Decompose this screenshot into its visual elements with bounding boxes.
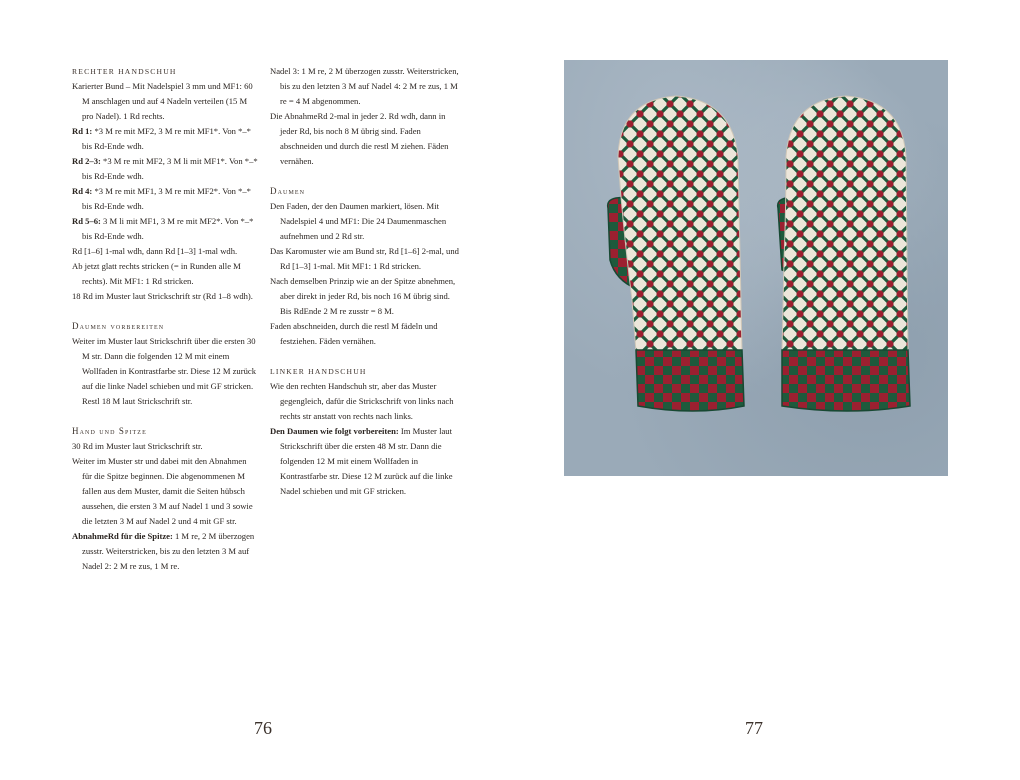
- heading-left-mitten: LINKER HANDSCHUH: [270, 367, 367, 376]
- right-mitten: [778, 96, 910, 411]
- left-thumb-text: Im Muster laut Strickschrift über die ersten 48 M str. Dann die folgenden 12 M mit einem Wollfaden in Kontrastfarbe str. Diese 12 M zurück auf die linke Nadel schieben und mit GF stricken.: [280, 426, 453, 496]
- paragraph-round-4: [72, 184, 258, 214]
- paragraph-stockinette: Ab jetzt glatt rechts stricken (= in Runden alle M rechts). Mit MF1: 1 Rd stricken.: [72, 261, 241, 286]
- paragraph-thumb-3: Nach demselben Prinzip wie an der Spitze abnehmen, aber direkt in jeder Rd, bis noch 16 M übrig sind. Bis RdEnde 2 M re zusstr = 8 M.: [270, 276, 456, 316]
- paragraph-decrease-round: [72, 529, 258, 574]
- paragraph-round-5: [72, 214, 258, 244]
- left-thumb-label: Den Daumen wie folgt vorbereiten:: [270, 426, 399, 436]
- paragraph-thumb-4: Faden abschneiden, durch die restl M fädeln und festziehen. Fäden vernähen.: [270, 321, 438, 346]
- heading-right-mitten: RECHTER HANDSCHUH: [72, 67, 177, 76]
- paragraph-left-mitten: Wie den rechten Handschuh str, aber das Muster gegengleich, dafür die Strickschrift von links nach rechts str anstatt von rechts nach links.: [270, 381, 454, 421]
- heading-hand-tip: Hand und Spitze: [72, 426, 147, 436]
- round-4-label: Rd 4:: [72, 186, 93, 196]
- round-2-text: *3 M re mit MF2, 3 M li mit MF1*. Von *–* bis Rd-Ende wdh.: [82, 156, 258, 181]
- left-mitten: [608, 96, 744, 411]
- mittens-photo: [564, 60, 948, 476]
- paragraph-repeat-decrease: Die AbnahmeRd 2-mal in jeder 2. Rd wdh, dann in jeder Rd, bis noch 8 M übrig sind. Faden abschneiden und durch die restl M ziehen. Fäden vernähen.: [270, 111, 449, 166]
- text-column-left: [72, 64, 258, 574]
- paragraph-30-rounds: 30 Rd im Muster laut Strickschrift str.: [72, 441, 203, 451]
- round-5-text: 3 M li mit MF1, 3 M re mit MF2*. Von *–* bis Rd-Ende wdh.: [82, 216, 254, 241]
- decrease-round-text: 1 M re, 2 M überzogen zusstr. Weiterstricken, bis zu den letzten 3 M auf Nadel 2: 2 M re zus, 1 M re.: [82, 531, 255, 571]
- paragraph-round-2: [72, 154, 258, 184]
- text-column-right: [270, 64, 460, 499]
- round-5-label: Rd 5–6:: [72, 216, 101, 226]
- heading-thumb: Daumen: [270, 186, 306, 196]
- spacer: [72, 409, 258, 424]
- paragraph-needle-3: Nadel 3: 1 M re, 2 M überzogen zusstr. Weiterstricken, bis zu den letzten 3 M auf Nadel 4: 2 M re zus, 1 M re = 4 M abgenommen.: [270, 66, 459, 106]
- round-1-text: *3 M re mit MF2, 3 M re mit MF1*. Von *–* bis Rd-Ende wdh.: [82, 126, 251, 151]
- paragraph-decreases: Weiter im Muster str und dabei mit den Abnahmen für die Spitze beginnen. Die abgenommenen M fallen aus dem Muster, damit die Seiten hübsch aussehen, die ersten 3 M auf Nadel 1 und 3 sowie die letzten 3 M auf Nadel 2 und 4 mit GF str.: [72, 456, 253, 526]
- round-4-text: *3 M re mit MF1, 3 M re mit MF2*. Von *–* bis Rd-Ende wdh.: [82, 186, 251, 211]
- paragraph-prepare-thumb: Weiter im Muster laut Strickschrift über die ersten 30 M str. Dann die folgenden 12 M mit einem Wollfaden in Kontrastfarbe str. Diese 12 M zurück auf die linke Nadel schieben und mit GF stricken. Restl 18 M laut Strickschrift str.: [72, 336, 256, 406]
- paragraph-cuff: Karierter Bund – Mit Nadelspiel 3 mm und MF1: 60 M anschlagen und auf 4 Nadeln verteilen (15 M pro Nadel). 1 Rd rechts.: [72, 81, 253, 121]
- paragraph-round-1: [72, 124, 258, 154]
- paragraph-thumb-1: Den Faden, der den Daumen markiert, lösen. Mit Nadelspiel 4 und MF1: Die 24 Daumenmaschen aufnehmen und 2 Rd str.: [270, 201, 447, 241]
- spacer: [270, 169, 460, 184]
- paragraph-left-thumb: [270, 424, 460, 499]
- page-number-right: 77: [745, 718, 763, 738]
- spacer: [270, 349, 460, 364]
- paragraph-18-rounds: 18 Rd im Muster laut Strickschrift str (Rd 1–8 wdh).: [72, 291, 253, 301]
- round-1-label: Rd 1:: [72, 126, 93, 136]
- heading-prepare-thumb: Daumen vorbereiten: [72, 321, 165, 331]
- round-2-label: Rd 2–3:: [72, 156, 101, 166]
- page-number-left: 76: [254, 718, 272, 738]
- paragraph-repeat: Rd [1–6] 1-mal wdh, dann Rd [1–3] 1-mal wdh.: [72, 246, 238, 256]
- decrease-round-label: AbnahmeRd für die Spitze:: [72, 531, 173, 541]
- spacer: [72, 304, 258, 319]
- mittens-illustration: [564, 60, 948, 476]
- paragraph-thumb-2: Das Karomuster wie am Bund str, Rd [1–6] 2-mal, und Rd [1–3] 1-mal. Mit MF1: 1 Rd stricken.: [270, 246, 459, 271]
